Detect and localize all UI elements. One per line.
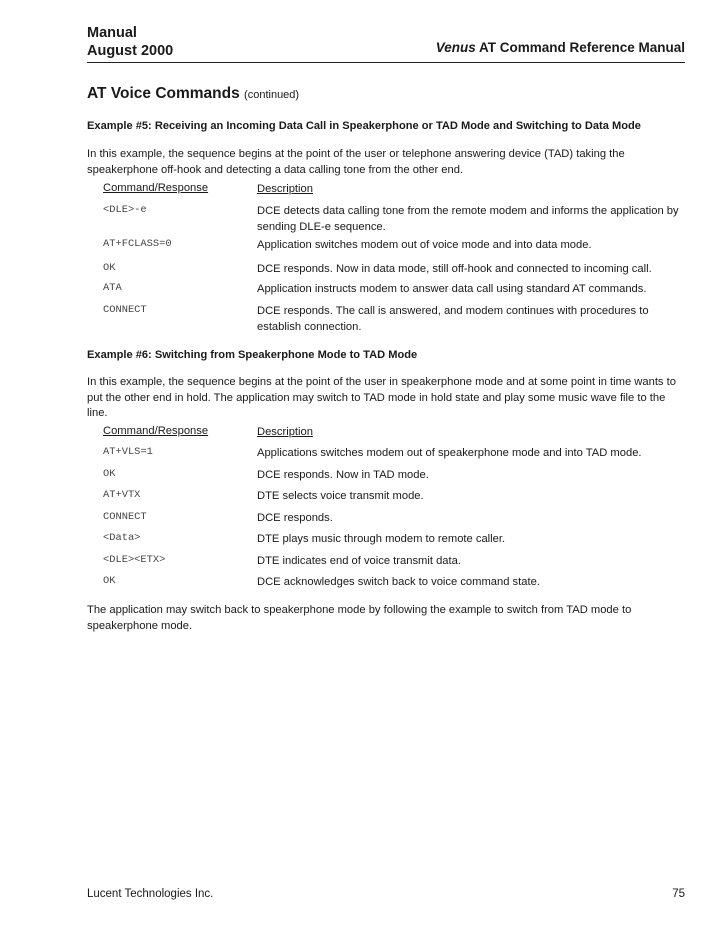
header-title [436,40,685,55]
command-cell: OK [103,468,116,480]
closing-block [87,603,687,634]
command-cell: CONNECT [103,511,147,523]
description-cell: DCE acknowledges switch back to voice command state. [257,576,540,588]
description-cell: DCE responds. The call is answered, and modem continues with procedures to establish connection. [257,305,649,333]
example6-closing: The application may switch back to speakerphone mode by following the example to switch from TAD mode to speakerphone mode. [87,604,632,632]
description-cell: Application instructs modem to answer data call using standard AT commands. [257,283,647,295]
command-cell: CONNECT [103,304,147,316]
section-title: AT Voice Commands [87,85,240,102]
command-cell: AT+FCLASS=0 [103,238,172,250]
page-number: 75 [672,888,685,900]
column-header-command: Command/Response [103,182,209,194]
command-cell: AT+VTX [103,489,141,501]
command-cell: AT+VLS=1 [103,446,153,458]
command-cell: ATA [103,282,122,294]
header-title-rest: AT Command Reference Manual [475,40,685,55]
example6-heading [87,348,687,364]
example6-intro-block [87,375,687,422]
column-header-command: Command/Response [103,425,209,437]
description-cell: DCE responds. [257,512,333,524]
command-cell: <Data> [103,532,141,544]
description-cell: DTE selects voice transmit mode. [257,490,424,502]
example5-intro: In this example, the sequence begins at the point of the user or telephone answering device (TAD) taking the speakerphone off-hook and detecting a data calling tone from the other end. [87,148,625,176]
section-heading [87,86,687,104]
example5-intro-block [87,147,687,178]
section-continued: (continued) [244,89,300,101]
command-cell: <DLE><ETX> [103,554,166,566]
header-rule [87,62,685,63]
header-left [87,24,173,60]
description-cell: DTE indicates end of voice transmit data. [257,555,461,567]
command-cell: <DLE>-e [103,204,147,216]
example6-title: Example #6: Switching from Speakerphone Mode to TAD Mode [87,349,418,361]
header-date: August 2000 [87,43,174,59]
footer-company: Lucent Technologies Inc. [87,888,214,900]
description-cell: DCE responds. Now in TAD mode. [257,469,429,481]
column-header-description: Description [257,426,313,438]
description-cell: Application switches modem out of voice mode and into data mode. [257,239,592,251]
command-cell: OK [103,575,116,587]
command-cell: OK [103,262,116,274]
example6-intro: In this example, the sequence begins at the point of the user in speakerphone mode and at some point in time wants to put the other end in hold. The application may switch to TAD mode in hold state and play some music wave file to the line. [87,376,676,419]
description-cell: Applications switches modem out of speakerphone mode and into TAD mode. [257,447,642,459]
description-cell: DCE detects data calling tone from the remote modem and informs the application by sending DLE-e sequence. [257,205,679,233]
description-cell: DTE plays music through modem to remote caller. [257,533,506,545]
example5-heading [87,119,687,135]
header-manual: Manual [87,25,137,41]
header-title-italic: Venus [435,40,476,55]
description-cell: DCE responds. Now in data mode, still off-hook and connected to incoming call. [257,263,652,275]
column-header-description: Description [257,183,313,195]
example5-title: Example #5: Receiving an Incoming Data Call in Speakerphone or TAD Mode and Switching to Data Mode [87,120,641,132]
